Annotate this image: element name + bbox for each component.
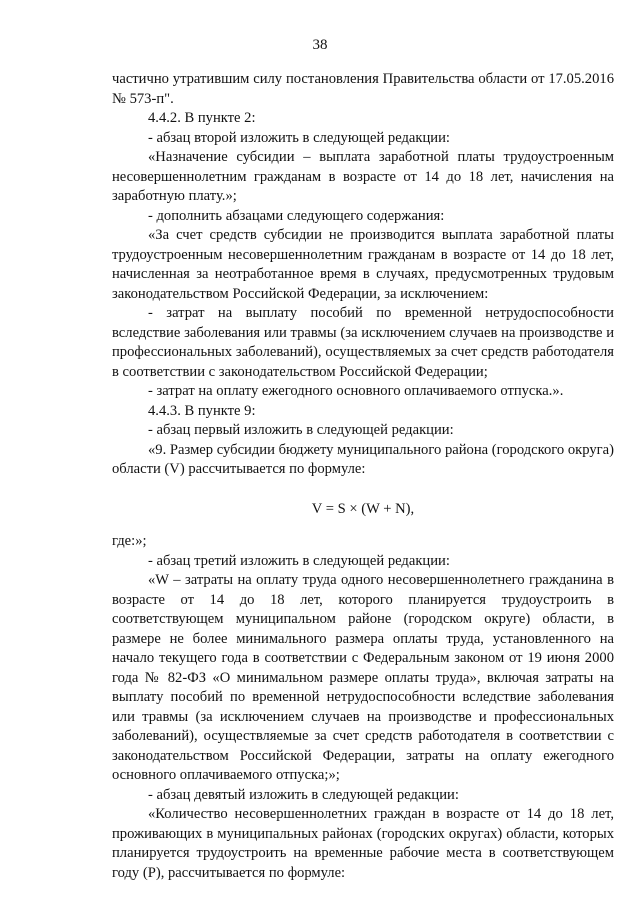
paragraph-quote: «9. Размер субсидии бюджету муниципального района (городского округа) области (V) рассчитывается по формуле: xyxy=(112,441,614,477)
paragraph-list-item: - затрат на оплату ежегодного основного оплачиваемого отпуска.». xyxy=(148,383,564,399)
paragraph-where: где:»; xyxy=(112,533,147,549)
paragraph-item-4-4-3: 4.4.3. В пункте 9: xyxy=(148,402,256,419)
formula: V = S × (W + N), xyxy=(311,500,415,517)
paragraph-quote: «W – затраты на оплату труда одного несовершеннолетнего гражданина в возрасте от 14 до 18 лет, которого планируется трудоустроить в соответствующем муниципальном районе (городском округе) области, в размере не более минимального размера оплаты труда, установленного на начало текущего года в соответствии с Федеральным законом от 19 июня 2000 года № 82-ФЗ «О минимальном размере оплаты труда», включая затраты на выплату пособий по временной нетрудоспособности вследствие заболевания или травмы (за исключением случаев на производстве и профессиональных заболеваний), осуществляемые за счет средств работодателя в соответствии с законодательством Российской Федерации, затраты на оплату ежегодного основного оплачиваемого отпуска;»; xyxy=(112,572,614,783)
paragraph-instruction: - абзац девятый изложить в следующей редакции: xyxy=(148,786,459,803)
page-number: 38 xyxy=(312,37,328,53)
paragraph-instruction: - абзац второй изложить в следующей редакции: xyxy=(148,129,450,146)
document-body xyxy=(112,70,614,883)
paragraph-list-item: - затрат на выплату пособий по временной нетрудоспособности вследствие заболевания или травмы (за исключением случаев на производстве и профессиональных заболеваний), осуществляемых за счет средств работодателя в соответствии с законодательством Российской Федерации; xyxy=(112,305,614,380)
paragraph-continuation: частично утратившим силу постановления Правительства области от 17.05.2016 № 573-п". xyxy=(112,71,614,107)
paragraph-instruction: - абзац третий изложить в следующей редакции: xyxy=(148,552,450,569)
paragraph-quote: «Количество несовершеннолетних граждан в возрасте от 14 до 18 лет, проживающих в муниципальных районах (городских округах) области, которых планируется трудоустроить на временные рабочие места в соответствующем году (P), рассчитывается по формуле: xyxy=(112,806,614,881)
paragraph-item-4-4-2: 4.4.2. В пункте 2: xyxy=(148,110,256,126)
paragraph-instruction: - абзац первый изложить в следующей редакции: xyxy=(148,422,454,438)
paragraph-instruction: - дополнить абзацами следующего содержания: xyxy=(148,207,445,224)
paragraph-quote: «За счет средств субсидии не производится выплата заработной платы трудоустроенным несовершеннолетним гражданам в возрасте от 14 до 18 лет, начисленная за неотработанное время в случаях, предусмотренных трудовым законодательством Российской Федерации, за исключением: xyxy=(112,227,614,302)
paragraph-quote: «Назначение субсидии – выплата заработной платы трудоустроенным несовершеннолетним гражданам в возрасте от 14 до 18 лет, начисления на заработную плату.»; xyxy=(112,149,614,204)
